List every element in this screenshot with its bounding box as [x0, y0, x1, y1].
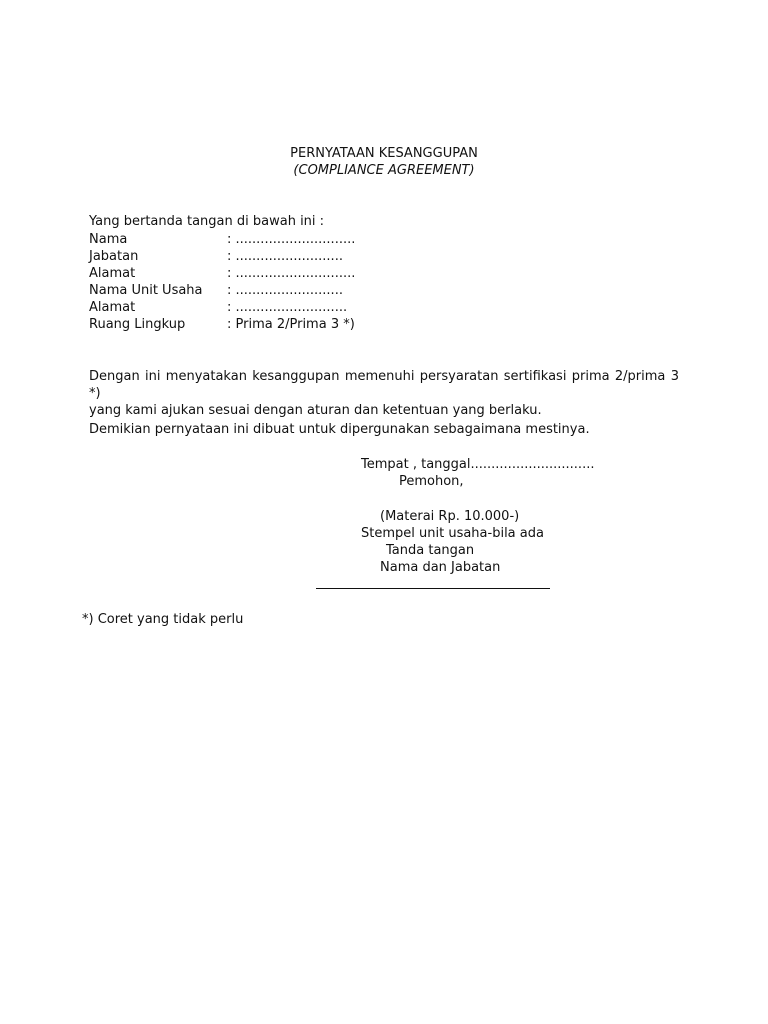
field-row-nama [89, 231, 355, 248]
field-value: : .......................... [227, 283, 343, 298]
signature-applicant: Pemohon, [399, 474, 464, 489]
field-value: : ............................. [227, 266, 356, 281]
field-row-jabatan [89, 248, 355, 265]
field-label: Nama Unit Usaha [89, 283, 203, 298]
field-value: : .......................... [227, 249, 343, 264]
field-label: Alamat [89, 266, 136, 281]
signature-line [316, 588, 550, 589]
signature-sign: Tanda tangan [386, 543, 475, 558]
closing-paragraph: Demikian pernyataan ini dibuat untuk dipergunakan sebagaimana mestinya. [89, 422, 590, 437]
field-row-nama-unit-usaha [89, 282, 355, 299]
signature-materai: (Materai Rp. 10.000-) [380, 509, 520, 524]
field-row-alamat [89, 265, 355, 282]
document-subtitle: (COMPLIANCE AGREEMENT) [293, 163, 475, 178]
field-label: Jabatan [89, 249, 139, 264]
field-value: : ............................. [227, 232, 356, 247]
field-list [89, 231, 355, 333]
footnote: *) Coret yang tidak perlu [82, 612, 244, 627]
document-title: PERNYATAAN KESANGGUPAN [290, 146, 478, 161]
field-value: : ........................... [227, 300, 348, 315]
statement-paragraph [89, 368, 679, 419]
field-label: Nama [89, 232, 128, 247]
field-row-ruang-lingkup [89, 316, 355, 333]
signature-name-position: Nama dan Jabatan [380, 560, 501, 575]
intro-text: Yang bertanda tangan di bawah ini : [89, 214, 325, 229]
field-row-alamat-usaha [89, 299, 355, 316]
signature-place-date: Tempat , tanggal.............................. [361, 457, 595, 472]
field-value: : Prima 2/Prima 3 *) [227, 317, 355, 332]
field-label: Ruang Lingkup [89, 317, 186, 332]
field-label: Alamat [89, 300, 136, 315]
statement-line-1: Dengan ini menyatakan kesanggupan memenuhi persyaratan sertifikasi prima 2/prima 3 *) [89, 369, 679, 401]
statement-line-2: yang kami ajukan sesuai dengan aturan dan ketentuan yang berlaku. [89, 403, 542, 418]
signature-stamp: Stempel unit usaha-bila ada [361, 526, 544, 541]
